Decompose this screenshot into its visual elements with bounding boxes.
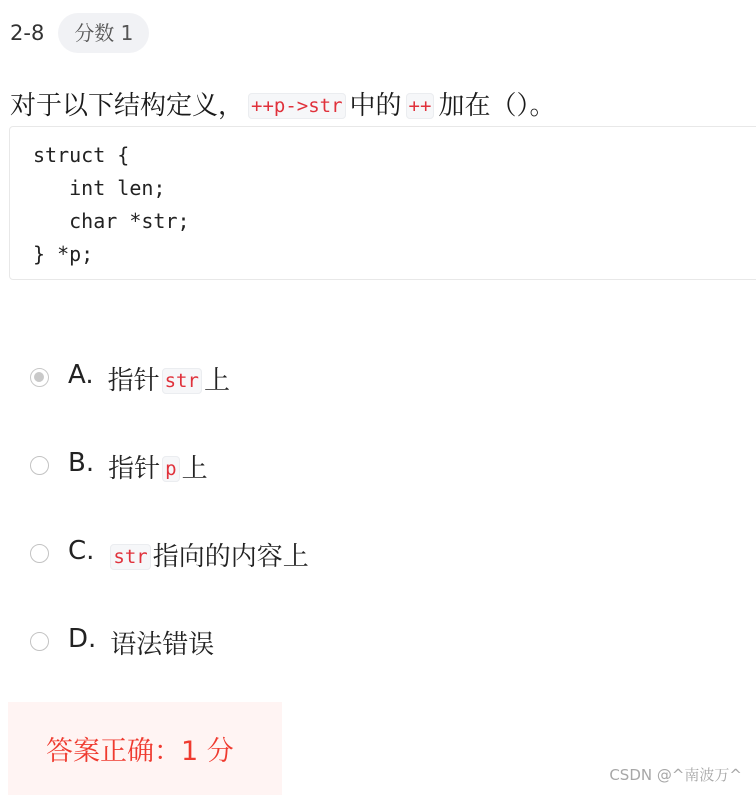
question-number: 2-8 — [10, 21, 45, 45]
option-c[interactable] — [30, 530, 309, 618]
option-letter: D. — [68, 624, 97, 654]
code-line: } *p; — [33, 242, 94, 266]
option-code: p — [162, 456, 179, 482]
option-text-after: 上 — [203, 366, 230, 396]
code-block — [9, 126, 756, 280]
option-a[interactable] — [30, 354, 309, 442]
question-header — [10, 12, 149, 54]
question-stem — [10, 86, 555, 126]
answer-options — [30, 354, 309, 706]
option-text-before: 指针 — [107, 366, 160, 396]
code-line: struct { — [33, 143, 130, 167]
option-letter: C. — [68, 536, 95, 566]
option-d[interactable] — [30, 618, 309, 706]
option-text: 语法错误 — [110, 630, 215, 660]
radio-option-b[interactable] — [30, 456, 49, 475]
option-code: str — [162, 368, 202, 394]
option-text-before: 指针 — [108, 454, 161, 484]
watermark: CSDN @^南波万^ — [609, 766, 742, 784]
radio-option-c[interactable] — [30, 544, 49, 563]
stem-code-expression: ++p->str — [248, 93, 346, 119]
option-text — [108, 360, 230, 397]
option-b[interactable] — [30, 442, 309, 530]
option-letter: B. — [68, 448, 95, 478]
option-text-after: 上 — [181, 454, 208, 484]
code-line: char *str; — [33, 209, 190, 233]
stem-suffix: 加在（）。 — [438, 91, 556, 121]
option-code: str — [110, 544, 150, 570]
result-text: 答案正确：1 分 — [46, 736, 234, 767]
stem-code-operator: ++ — [406, 93, 435, 119]
result-banner — [8, 702, 282, 795]
radio-option-a[interactable] — [30, 368, 49, 387]
stem-middle: 中的 — [349, 91, 402, 121]
option-text — [108, 448, 207, 485]
option-letter: A. — [68, 360, 94, 390]
option-text-after: 指向的内容上 — [152, 542, 309, 572]
code-line: int len; — [33, 176, 166, 200]
stem-prefix: 对于以下结构定义， — [10, 91, 245, 121]
radio-option-d[interactable] — [30, 632, 49, 651]
option-text — [108, 536, 308, 573]
score-badge: 分数 1 — [58, 13, 149, 53]
